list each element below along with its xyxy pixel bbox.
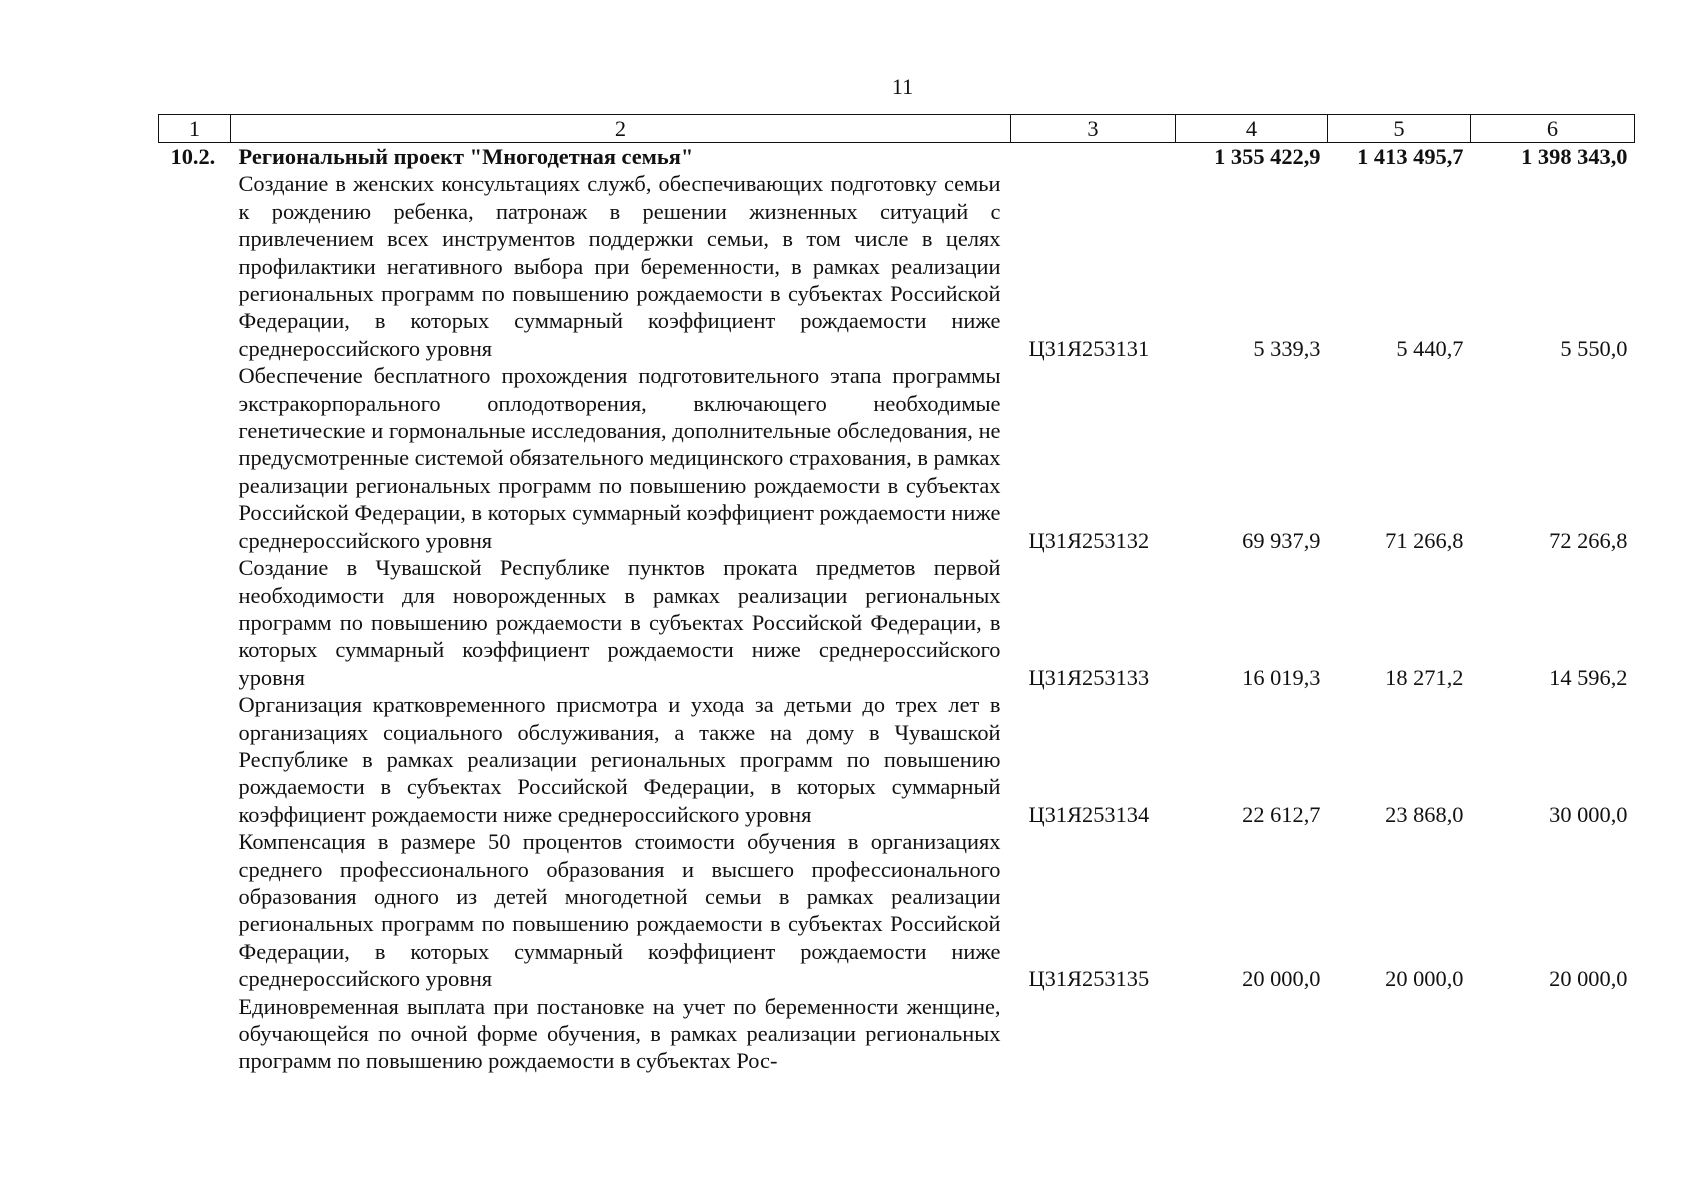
project-row (159, 143, 1635, 171)
row-value-col6: 72 266,8 (1549, 527, 1628, 553)
row-description: Организация кратковременного присмотра и ухода за детьми до трех лет в организациях социального обслуживания, а также на дому в Чувашской Республике в рамках реализации региональных программ по повышению рождаемости в субъектах Российской Федерации, в которых суммарный коэффициент рождаемости ниже среднероссийского уровня (238, 692, 1001, 827)
row-value-col4 (1176, 993, 1328, 1075)
project-code (1011, 143, 1176, 171)
table-body (159, 143, 1635, 1075)
row-description: Обеспечение бесплатного прохождения подготовительного этапа программы экстракорпорального оплодотворения, включающего необходимые генетические и гормональные исследования, дополнительные обследования, не предусмотренные системой обязательного медицинского страхования, в рамках реализации региональных программ по повышению рождаемости в субъектах Российской Федерации, в которых суммарный коэффициент рождаемости ниже среднероссийского уровня (238, 363, 1001, 553)
row-value-col5: 71 266,8 (1385, 527, 1464, 553)
row-value-col4: 5 339,3 (1253, 335, 1321, 361)
table-row (159, 691, 1635, 828)
row-number (159, 691, 231, 828)
page-number: 11 (891, 74, 914, 99)
row-value-col6 (1471, 993, 1635, 1075)
row-code: Ц31Я253133 (1028, 664, 1150, 690)
table-row (159, 993, 1635, 1075)
column-header-2: 2 (231, 115, 1011, 143)
column-header-1: 1 (159, 115, 231, 143)
column-header-5: 5 (1328, 115, 1471, 143)
table-row (159, 362, 1635, 554)
row-description: Создание в Чувашской Республике пунктов проката предметов первой необходимости для новорожденных в рамках реализации региональных программ по повышению рождаемости в субъектах Российской Федерации, в которых суммарный коэффициент рождаемости ниже среднероссийского уровня (238, 555, 1001, 690)
row-value-col6: 20 000,0 (1549, 966, 1628, 992)
row-number (159, 993, 231, 1075)
row-number (159, 554, 231, 691)
row-value-col5 (1328, 993, 1471, 1075)
table-row (159, 828, 1635, 992)
row-description: Единовременная выплата при постановке на учет по беременности женщине, обучающейся по очной форме обучения, в рамках реализации региональных программ по повышению рождаемости в субъектах Рос- (238, 993, 1001, 1074)
row-description: Компенсация в размере 50 процентов стоимости обучения в организациях среднего профессионального образования и высшего профессионального образования одного из детей многодетной семьи в рамках реализации региональных программ по повышению рождаемости в субъектах Российской Федерации, в которых суммарный коэффициент рождаемости ниже среднероссийского уровня (238, 829, 1001, 992)
row-number (159, 828, 231, 992)
row-value-col6: 30 000,0 (1549, 801, 1628, 827)
row-value-col5: 5 440,7 (1396, 335, 1464, 361)
project-value-col4: 1 355 422,9 (1214, 144, 1321, 169)
column-header-4: 4 (1176, 115, 1328, 143)
row-code (1011, 993, 1176, 1075)
row-value-col6: 5 550,0 (1560, 335, 1628, 361)
row-code: Ц31Я253131 (1028, 335, 1150, 361)
row-value-col4: 20 000,0 (1242, 966, 1321, 992)
row-code: Ц31Я253134 (1028, 801, 1150, 827)
project-value-col6: 1 398 343,0 (1521, 144, 1628, 169)
column-header-6: 6 (1471, 115, 1635, 143)
project-value-col5: 1 413 495,7 (1357, 144, 1464, 169)
budget-table (158, 114, 1635, 1075)
row-description: Создание в женских консультациях служб, обеспечивающих подготовку семьи к рождению ребенка, патронаж в решении жизненных ситуаций с привлечением всех инструментов поддержки семьи, в том числе в целях профилактики негативного выбора при беременности, в рамках реализации региональных программ по повышению рождаемости в субъектах Российской Федерации, в которых суммарный коэффициент рождаемости ниже среднероссийского уровня (238, 171, 1001, 361)
row-number (159, 170, 231, 362)
column-header-3: 3 (1011, 115, 1176, 143)
project-number: 10.2. (170, 144, 216, 169)
project-title: Региональный проект "Многодетная семья" (238, 144, 694, 169)
row-value-col5: 18 271,2 (1385, 664, 1464, 690)
row-value-col5: 23 868,0 (1385, 801, 1464, 827)
table-row (159, 554, 1635, 691)
table-row (159, 170, 1635, 362)
header-row (159, 115, 1635, 143)
row-number (159, 362, 231, 554)
table-header (159, 115, 1635, 143)
row-value-col5: 20 000,0 (1385, 966, 1464, 992)
row-code: Ц31Я253135 (1028, 966, 1150, 992)
row-value-col4: 16 019,3 (1242, 664, 1321, 690)
row-code: Ц31Я253132 (1028, 527, 1150, 553)
row-value-col6: 14 596,2 (1549, 664, 1628, 690)
row-value-col4: 22 612,7 (1242, 801, 1321, 827)
row-value-col4: 69 937,9 (1242, 527, 1321, 553)
